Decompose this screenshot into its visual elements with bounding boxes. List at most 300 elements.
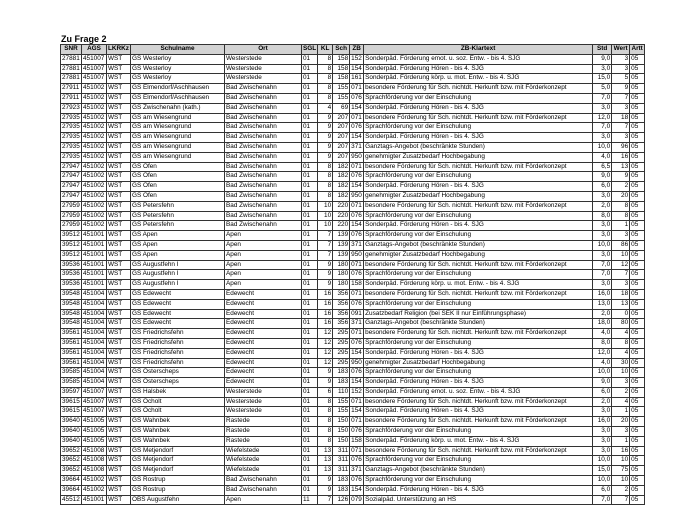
cell-zb-klartext: genehmigter Zusatzbedarf Hochbegabung bbox=[364, 358, 593, 368]
cell-zb-klartext: Sonderpäd. Förderung Hören - bis 4. SJG bbox=[364, 103, 593, 113]
cell-snr: 39548 bbox=[61, 299, 82, 309]
cell-ags: 451005 bbox=[82, 417, 107, 427]
cell-zb-klartext: Sprachförderung vor der Einschulung bbox=[364, 93, 593, 103]
cell-ags: 451001 bbox=[82, 231, 107, 241]
cell-std: 3,0 bbox=[593, 64, 612, 74]
cell-lkrkz: WST bbox=[107, 446, 131, 456]
cell-wert: 7 bbox=[612, 123, 630, 133]
table-row bbox=[61, 397, 645, 407]
cell-lkrkz: WST bbox=[107, 299, 131, 309]
cell-snr: 27911 bbox=[61, 93, 82, 103]
cell-zb: 071 bbox=[350, 289, 364, 299]
col-header-sgl: SGL bbox=[302, 45, 318, 55]
cell-sch: 295 bbox=[333, 329, 350, 339]
cell-schulname: GS Friedrichsfehn bbox=[131, 348, 225, 358]
cell-kl: 9 bbox=[318, 142, 333, 152]
cell-snr: 27947 bbox=[61, 182, 82, 192]
cell-artt: 05 bbox=[630, 495, 645, 505]
cell-wert: 75 bbox=[612, 466, 630, 476]
cell-wert: 30 bbox=[612, 358, 630, 368]
cell-sgl: 01 bbox=[302, 74, 318, 84]
cell-snr: 27947 bbox=[61, 191, 82, 201]
cell-sgl: 01 bbox=[302, 289, 318, 299]
cell-sgl: 01 bbox=[302, 456, 318, 466]
cell-wert: 3 bbox=[612, 103, 630, 113]
cell-zb-klartext: besondere Förderung für Sch. nichtdt. Herkunft bzw. mit Förderkonzept bbox=[364, 446, 593, 456]
cell-sch: 207 bbox=[333, 123, 350, 133]
cell-std: 15,0 bbox=[593, 74, 612, 84]
cell-lkrkz: WST bbox=[107, 142, 131, 152]
cell-wert: 8 bbox=[612, 338, 630, 348]
table-row bbox=[61, 309, 645, 319]
table-row bbox=[61, 84, 645, 94]
cell-wert: 18 bbox=[612, 289, 630, 299]
cell-std: 2,0 bbox=[593, 397, 612, 407]
cell-zb-klartext: Sprachförderung vor der Einschulung bbox=[364, 270, 593, 280]
cell-std: 9,0 bbox=[593, 378, 612, 388]
cell-sgl: 01 bbox=[302, 436, 318, 446]
table-row bbox=[61, 407, 645, 417]
cell-ort: Apen bbox=[225, 240, 302, 250]
cell-snr: 39652 bbox=[61, 466, 82, 476]
cell-sgl: 01 bbox=[302, 407, 318, 417]
cell-snr: 39512 bbox=[61, 250, 82, 260]
cell-schulname: GS Friedrichsfehn bbox=[131, 329, 225, 339]
cell-schulname: GS Edewecht bbox=[131, 289, 225, 299]
cell-kl: 13 bbox=[318, 466, 333, 476]
cell-std: 7,0 bbox=[593, 270, 612, 280]
cell-std: 6,5 bbox=[593, 162, 612, 172]
cell-artt: 05 bbox=[630, 397, 645, 407]
cell-sgl: 01 bbox=[302, 485, 318, 495]
cell-zb: 152 bbox=[350, 387, 364, 397]
cell-wert: 1 bbox=[612, 407, 630, 417]
cell-kl: 8 bbox=[318, 427, 333, 437]
cell-kl: 8 bbox=[318, 162, 333, 172]
cell-zb-klartext: Sprachförderung vor der Einschulung bbox=[364, 299, 593, 309]
cell-schulname: GS am Wiesengrund bbox=[131, 152, 225, 162]
cell-std: 3,0 bbox=[593, 280, 612, 290]
cell-lkrkz: WST bbox=[107, 319, 131, 329]
cell-sch: 311 bbox=[333, 446, 350, 456]
cell-std: 3,0 bbox=[593, 231, 612, 241]
cell-std: 3,0 bbox=[593, 133, 612, 143]
cell-sch: 356 bbox=[333, 289, 350, 299]
cell-kl: 9 bbox=[318, 270, 333, 280]
col-header-artt: Artt bbox=[630, 45, 645, 55]
table-row bbox=[61, 191, 645, 201]
cell-sgl: 11 bbox=[302, 495, 318, 505]
cell-ags: 451004 bbox=[82, 378, 107, 388]
cell-sgl: 01 bbox=[302, 142, 318, 152]
cell-std: 6,0 bbox=[593, 182, 612, 192]
cell-artt: 05 bbox=[630, 338, 645, 348]
cell-wert: 18 bbox=[612, 113, 630, 123]
cell-lkrkz: WST bbox=[107, 240, 131, 250]
cell-kl: 8 bbox=[318, 407, 333, 417]
cell-zb: 076 bbox=[350, 299, 364, 309]
cell-lkrkz: WST bbox=[107, 260, 131, 270]
cell-zb: 152 bbox=[350, 54, 364, 64]
cell-kl: 9 bbox=[318, 485, 333, 495]
cell-sch: 139 bbox=[333, 250, 350, 260]
table-row bbox=[61, 338, 645, 348]
cell-sch: 182 bbox=[333, 191, 350, 201]
table-row bbox=[61, 201, 645, 211]
cell-zb-klartext: Ganztags-Angebot (beschränkte Stunden) bbox=[364, 240, 593, 250]
cell-zb: 161 bbox=[350, 74, 364, 84]
table-row bbox=[61, 240, 645, 250]
cell-snr: 27959 bbox=[61, 201, 82, 211]
cell-kl: 16 bbox=[318, 309, 333, 319]
cell-ags: 451002 bbox=[82, 103, 107, 113]
cell-sch: 126 bbox=[333, 495, 350, 505]
cell-snr: 39585 bbox=[61, 378, 82, 388]
cell-snr: 27881 bbox=[61, 64, 82, 74]
cell-sgl: 01 bbox=[302, 103, 318, 113]
cell-zb-klartext: Sonderpäd. Förderung Hören - bis 4. SJG bbox=[364, 348, 593, 358]
cell-ort: Rastede bbox=[225, 436, 302, 446]
cell-ort: Apen bbox=[225, 260, 302, 270]
cell-zb-klartext: Zusatzbedarf Religion (bei SEK II nur Einführungsphase) bbox=[364, 309, 593, 319]
cell-sgl: 01 bbox=[302, 348, 318, 358]
cell-ort: Westerstede bbox=[225, 64, 302, 74]
cell-sgl: 01 bbox=[302, 172, 318, 182]
cell-zb: 071 bbox=[350, 113, 364, 123]
cell-wert: 10 bbox=[612, 368, 630, 378]
col-header-schulname: Schulname bbox=[131, 45, 225, 55]
cell-std: 10,0 bbox=[593, 476, 612, 486]
cell-zb-klartext: besondere Förderung für Sch. nichtdt. Herkunft bzw. mit Förderkonzept bbox=[364, 289, 593, 299]
cell-lkrkz: WST bbox=[107, 466, 131, 476]
cell-ags: 451001 bbox=[82, 240, 107, 250]
cell-zb-klartext: besondere Förderung für Sch. nichtdt. Herkunft bzw. mit Förderkonzept bbox=[364, 84, 593, 94]
cell-kl: 12 bbox=[318, 329, 333, 339]
cell-sgl: 01 bbox=[302, 250, 318, 260]
cell-zb: 071 bbox=[350, 260, 364, 270]
cell-std: 5,0 bbox=[593, 84, 612, 94]
cell-snr: 27935 bbox=[61, 123, 82, 133]
cell-ags: 451001 bbox=[82, 260, 107, 270]
cell-snr: 39640 bbox=[61, 417, 82, 427]
cell-wert: 0 bbox=[612, 309, 630, 319]
cell-std: 16,0 bbox=[593, 289, 612, 299]
cell-sch: 182 bbox=[333, 182, 350, 192]
cell-std: 10,0 bbox=[593, 456, 612, 466]
cell-ags: 451001 bbox=[82, 280, 107, 290]
table-row bbox=[61, 74, 645, 84]
cell-ags: 451008 bbox=[82, 466, 107, 476]
col-header-sch: Sch bbox=[333, 45, 350, 55]
cell-ort: Bad Zwischenahn bbox=[225, 142, 302, 152]
cell-sch: 356 bbox=[333, 299, 350, 309]
cell-artt: 05 bbox=[630, 329, 645, 339]
cell-std: 2,0 bbox=[593, 309, 612, 319]
cell-ort: Westerstede bbox=[225, 407, 302, 417]
cell-wert: 10 bbox=[612, 250, 630, 260]
table-row bbox=[61, 485, 645, 495]
cell-ort: Edewecht bbox=[225, 329, 302, 339]
cell-kl: 8 bbox=[318, 64, 333, 74]
cell-sgl: 01 bbox=[302, 133, 318, 143]
cell-std: 4,0 bbox=[593, 358, 612, 368]
col-header-ort: Ort bbox=[225, 45, 302, 55]
cell-wert: 9 bbox=[612, 172, 630, 182]
cell-std: 8,0 bbox=[593, 211, 612, 221]
cell-ags: 451001 bbox=[82, 495, 107, 505]
cell-sch: 180 bbox=[333, 280, 350, 290]
cell-ort: Apen bbox=[225, 495, 302, 505]
cell-ags: 451001 bbox=[82, 250, 107, 260]
table-row bbox=[61, 358, 645, 368]
table-row bbox=[61, 299, 645, 309]
cell-snr: 39561 bbox=[61, 338, 82, 348]
cell-lkrkz: WST bbox=[107, 191, 131, 201]
cell-wert: 8 bbox=[612, 211, 630, 221]
table-row bbox=[61, 133, 645, 143]
cell-artt: 05 bbox=[630, 84, 645, 94]
cell-sch: 182 bbox=[333, 162, 350, 172]
cell-zb-klartext: Sonderpäd. Förderung körp. u. mot. Entw. - bis 4. SJG bbox=[364, 280, 593, 290]
table-row bbox=[61, 211, 645, 221]
cell-sch: 180 bbox=[333, 270, 350, 280]
cell-wert: 8 bbox=[612, 201, 630, 211]
cell-wert: 3 bbox=[612, 133, 630, 143]
cell-artt: 05 bbox=[630, 387, 645, 397]
table-row bbox=[61, 250, 645, 260]
cell-kl: 16 bbox=[318, 299, 333, 309]
cell-lkrkz: WST bbox=[107, 280, 131, 290]
cell-ags: 451002 bbox=[82, 485, 107, 495]
cell-std: 7,0 bbox=[593, 260, 612, 270]
table-row bbox=[61, 417, 645, 427]
cell-zb-klartext: Ganztags-Angebot (beschränkte Stunden) bbox=[364, 142, 593, 152]
cell-schulname: GS Halsbek bbox=[131, 387, 225, 397]
cell-lkrkz: WST bbox=[107, 270, 131, 280]
cell-snr: 45512 bbox=[61, 495, 82, 505]
cell-ags: 451007 bbox=[82, 74, 107, 84]
table-row bbox=[61, 387, 645, 397]
cell-snr: 39536 bbox=[61, 280, 82, 290]
cell-lkrkz: WST bbox=[107, 221, 131, 231]
cell-lkrkz: WST bbox=[107, 387, 131, 397]
cell-artt: 05 bbox=[630, 231, 645, 241]
cell-ags: 451007 bbox=[82, 397, 107, 407]
cell-kl: 12 bbox=[318, 338, 333, 348]
cell-artt: 05 bbox=[630, 162, 645, 172]
cell-kl: 8 bbox=[318, 172, 333, 182]
cell-lkrkz: WST bbox=[107, 250, 131, 260]
cell-std: 3,0 bbox=[593, 407, 612, 417]
cell-artt: 05 bbox=[630, 182, 645, 192]
cell-zb: 950 bbox=[350, 358, 364, 368]
cell-ags: 451002 bbox=[82, 476, 107, 486]
cell-kl: 8 bbox=[318, 417, 333, 427]
cell-std: 3,0 bbox=[593, 436, 612, 446]
cell-zb-klartext: Sonderpäd. Förderung emot. u. soz. Entw. - bis 4. SJG bbox=[364, 54, 593, 64]
cell-ags: 451002 bbox=[82, 221, 107, 231]
cell-artt: 05 bbox=[630, 466, 645, 476]
cell-sgl: 01 bbox=[302, 417, 318, 427]
cell-artt: 05 bbox=[630, 64, 645, 74]
cell-ort: Rastede bbox=[225, 417, 302, 427]
cell-lkrkz: WST bbox=[107, 348, 131, 358]
cell-kl: 9 bbox=[318, 378, 333, 388]
cell-schulname: GS Elmendorf/Aschhausen bbox=[131, 84, 225, 94]
table-row bbox=[61, 378, 645, 388]
cell-ags: 451004 bbox=[82, 368, 107, 378]
cell-artt: 05 bbox=[630, 436, 645, 446]
cell-wert: 1 bbox=[612, 221, 630, 231]
cell-snr: 39548 bbox=[61, 289, 82, 299]
cell-std: 6,0 bbox=[593, 485, 612, 495]
cell-ort: Bad Zwischenahn bbox=[225, 133, 302, 143]
cell-zb: 154 bbox=[350, 485, 364, 495]
cell-kl: 9 bbox=[318, 133, 333, 143]
cell-schulname: GS Metjendorf bbox=[131, 466, 225, 476]
cell-artt: 05 bbox=[630, 476, 645, 486]
cell-zb-klartext: Sprachförderung vor der Einschulung bbox=[364, 476, 593, 486]
cell-schulname: GS Ofen bbox=[131, 162, 225, 172]
cell-sch: 356 bbox=[333, 319, 350, 329]
cell-zb: 076 bbox=[350, 231, 364, 241]
cell-schulname: GS Wahnbek bbox=[131, 427, 225, 437]
cell-ags: 451005 bbox=[82, 427, 107, 437]
cell-snr: 39664 bbox=[61, 485, 82, 495]
cell-std: 9,0 bbox=[593, 172, 612, 182]
cell-zb: 950 bbox=[350, 250, 364, 260]
cell-wert: 3 bbox=[612, 378, 630, 388]
cell-lkrkz: WST bbox=[107, 338, 131, 348]
cell-zb: 154 bbox=[350, 378, 364, 388]
table-row bbox=[61, 123, 645, 133]
cell-ags: 451004 bbox=[82, 319, 107, 329]
cell-ags: 451004 bbox=[82, 299, 107, 309]
cell-artt: 05 bbox=[630, 113, 645, 123]
cell-snr: 39640 bbox=[61, 436, 82, 446]
cell-std: 10,0 bbox=[593, 368, 612, 378]
cell-artt: 05 bbox=[630, 201, 645, 211]
cell-kl: 8 bbox=[318, 436, 333, 446]
cell-ags: 451008 bbox=[82, 446, 107, 456]
table-row bbox=[61, 495, 645, 505]
cell-artt: 05 bbox=[630, 172, 645, 182]
cell-schulname: GS Friedrichsfehn bbox=[131, 358, 225, 368]
cell-sgl: 01 bbox=[302, 280, 318, 290]
table-body bbox=[61, 54, 645, 505]
cell-ags: 451004 bbox=[82, 309, 107, 319]
cell-zb-klartext: Sonderpäd. Förderung körp. u. mot. Entw. - bis 4. SJG bbox=[364, 436, 593, 446]
cell-schulname: GS Metjendorf bbox=[131, 456, 225, 466]
cell-zb: 076 bbox=[350, 476, 364, 486]
cell-artt: 05 bbox=[630, 133, 645, 143]
cell-kl: 10 bbox=[318, 211, 333, 221]
cell-wert: 3 bbox=[612, 280, 630, 290]
cell-zb-klartext: besondere Förderung für Sch. nichtdt. Herkunft bzw. mit Förderkonzept bbox=[364, 260, 593, 270]
cell-zb-klartext: Sprachförderung vor der Einschulung bbox=[364, 231, 593, 241]
cell-kl: 7 bbox=[318, 495, 333, 505]
cell-zb-klartext: besondere Förderung für Sch. nichtdt. Herkunft bzw. mit Förderkonzept bbox=[364, 162, 593, 172]
cell-schulname: GS Petersfehn bbox=[131, 211, 225, 221]
cell-snr: 39536 bbox=[61, 270, 82, 280]
cell-std: 3,0 bbox=[593, 250, 612, 260]
cell-wert: 7 bbox=[612, 495, 630, 505]
cell-zb-klartext: Sprachförderung vor der Einschulung bbox=[364, 368, 593, 378]
cell-zb: 076 bbox=[350, 270, 364, 280]
cell-schulname: GS Wahnbek bbox=[131, 436, 225, 446]
cell-ort: Bad Zwischenahn bbox=[225, 123, 302, 133]
cell-zb-klartext: Ganztags-Angebot (beschränkte Stunden) bbox=[364, 319, 593, 329]
cell-snr: 39561 bbox=[61, 329, 82, 339]
cell-snr: 39652 bbox=[61, 446, 82, 456]
cell-sch: 139 bbox=[333, 231, 350, 241]
col-header-ags: AGS bbox=[82, 45, 107, 55]
cell-artt: 05 bbox=[630, 368, 645, 378]
cell-ort: Bad Zwischenahn bbox=[225, 162, 302, 172]
cell-lkrkz: WST bbox=[107, 162, 131, 172]
cell-sgl: 01 bbox=[302, 476, 318, 486]
cell-wert: 3 bbox=[612, 64, 630, 74]
cell-sch: 295 bbox=[333, 348, 350, 358]
cell-wert: 80 bbox=[612, 319, 630, 329]
cell-zb: 371 bbox=[350, 466, 364, 476]
cell-artt: 05 bbox=[630, 280, 645, 290]
cell-ort: Bad Zwischenahn bbox=[225, 84, 302, 94]
cell-sch: 207 bbox=[333, 133, 350, 143]
cell-schulname: GS Ocholt bbox=[131, 407, 225, 417]
cell-artt: 05 bbox=[630, 446, 645, 456]
cell-zb: 154 bbox=[350, 221, 364, 231]
cell-snr: 27911 bbox=[61, 84, 82, 94]
cell-sch: 155 bbox=[333, 407, 350, 417]
cell-wert: 1 bbox=[612, 436, 630, 446]
cell-wert: 7 bbox=[612, 270, 630, 280]
cell-zb-klartext: besondere Förderung für Sch. nichtdt. Herkunft bzw. mit Förderkonzept bbox=[364, 397, 593, 407]
cell-artt: 05 bbox=[630, 378, 645, 388]
cell-artt: 05 bbox=[630, 250, 645, 260]
cell-zb-klartext: Sprachförderung vor der Einschulung bbox=[364, 172, 593, 182]
cell-lkrkz: WST bbox=[107, 64, 131, 74]
cell-kl: 16 bbox=[318, 319, 333, 329]
cell-sgl: 01 bbox=[302, 113, 318, 123]
cell-std: 13,0 bbox=[593, 299, 612, 309]
cell-sgl: 01 bbox=[302, 152, 318, 162]
cell-zb-klartext: Sonderpäd. Förderung emot. u. soz. Entw. - bis 4. SJG bbox=[364, 387, 593, 397]
cell-ags: 451002 bbox=[82, 211, 107, 221]
cell-artt: 05 bbox=[630, 485, 645, 495]
cell-std: 4,0 bbox=[593, 152, 612, 162]
cell-schulname: GS Rostrup bbox=[131, 485, 225, 495]
cell-sgl: 01 bbox=[302, 368, 318, 378]
table-row bbox=[61, 221, 645, 231]
cell-ags: 451001 bbox=[82, 270, 107, 280]
cell-sch: 207 bbox=[333, 113, 350, 123]
cell-ags: 451002 bbox=[82, 133, 107, 143]
cell-ort: Westerstede bbox=[225, 74, 302, 84]
cell-ags: 451005 bbox=[82, 436, 107, 446]
cell-schulname: GS Augustfehn I bbox=[131, 280, 225, 290]
cell-ort: Edewecht bbox=[225, 338, 302, 348]
cell-sgl: 01 bbox=[302, 378, 318, 388]
table-row bbox=[61, 142, 645, 152]
cell-ags: 451002 bbox=[82, 152, 107, 162]
cell-lkrkz: WST bbox=[107, 113, 131, 123]
cell-zb-klartext: Sprachförderung vor der Einschulung bbox=[364, 456, 593, 466]
cell-ort: Edewecht bbox=[225, 348, 302, 358]
cell-ags: 451002 bbox=[82, 123, 107, 133]
cell-zb-klartext: Sonderpäd. Förderung Hören - bis 4. SJG bbox=[364, 485, 593, 495]
cell-sgl: 01 bbox=[302, 387, 318, 397]
